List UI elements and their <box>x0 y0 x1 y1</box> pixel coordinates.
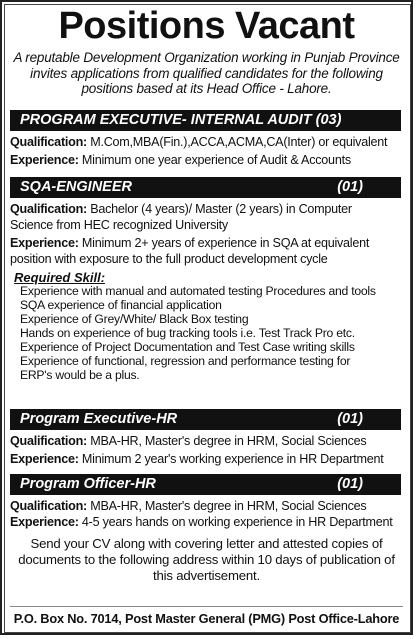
qualification-label: Qualification: <box>10 202 87 216</box>
skill-item: SQA experience of financial application <box>20 298 222 312</box>
qualification-label: Qualification: <box>10 499 87 513</box>
postal-address: P.O. Box No. 7014, Post Master General (PMG) Post Office-Lahore <box>10 606 403 626</box>
qualification-line <box>10 434 410 449</box>
qualification-line <box>10 499 410 514</box>
qualification-text: MBA-HR, Master's degree in HRM, Social Sciences <box>86 499 367 513</box>
ad-intro: A reputable Development Organization working in Punjab Province invites applications from qualified candidates for the following positions based at its Head Office - Lahore. <box>13 50 400 96</box>
position-count: (01) <box>337 476 363 492</box>
position-header-sqa-engineer <box>10 177 401 198</box>
qualification-text: M.Com,MBA(Fin.),ACCA,ACMA,CA(Inter) or equivalent <box>86 135 388 149</box>
skill-item: ERP's would be a plus. <box>20 368 140 382</box>
skill-item: Experience with manual and automated testing Procedures and tools <box>20 284 376 298</box>
qualification-line <box>10 202 410 217</box>
qualification-label: Qualification: <box>10 135 87 149</box>
position-title: PROGRAM EXECUTIVE- INTERNAL AUDIT (03) <box>20 112 342 128</box>
experience-text: Minimum one year experience of Audit & Accounts <box>78 153 351 167</box>
experience-label: Experience: <box>10 153 79 167</box>
application-instructions: Send your CV along with covering letter and attested copies of documents to the following address within 10 days of publication of this advertisement. <box>18 536 395 583</box>
position-title: Program Officer-HR <box>20 476 156 492</box>
experience-line <box>10 452 410 467</box>
ad-title: Positions Vacant <box>58 5 355 47</box>
experience-label: Experience: <box>10 236 79 250</box>
qualification-text: Bachelor (4 years)/ Master (2 years) in Computer <box>86 202 352 216</box>
experience-text: Minimum 2 year's working experience in HR Department <box>78 452 384 466</box>
position-title: Program Executive-HR <box>20 411 178 427</box>
experience-line <box>10 153 410 168</box>
position-header-program-executive-hr <box>10 409 401 430</box>
position-count: (01) <box>337 411 363 427</box>
position-header-program-officer-hr <box>10 474 401 495</box>
experience-text: 4-5 years hands on working experience in HR Department <box>78 515 393 529</box>
position-count: (01) <box>337 179 363 195</box>
experience-label: Experience: <box>10 515 79 529</box>
experience-line <box>10 515 410 530</box>
position-title: SQA-ENGINEER <box>20 179 132 195</box>
qualification-label: Qualification: <box>10 434 87 448</box>
skill-item: Hands on experience of bug tracking tools i.e. Test Track Pro etc. <box>20 326 355 340</box>
required-skill-heading: Required Skill: <box>14 270 106 285</box>
experience-line <box>10 236 410 251</box>
position-header-internal-audit <box>10 110 401 131</box>
skill-item: Experience of functional, regression and performance testing for <box>20 354 351 368</box>
experience-text: Minimum 2+ years of experience in SQA at equivalent <box>78 236 370 250</box>
qualification-line <box>10 135 410 150</box>
experience-label: Experience: <box>10 452 79 466</box>
skill-item: Experience of Project Documentation and Test Case writing skills <box>20 340 355 354</box>
experience-line-2: position with exposure to the full product development cycle <box>10 252 328 266</box>
skill-item: Experience of Grey/White/ Black Box testing <box>20 312 249 326</box>
qualification-text: MBA-HR, Master's degree in HRM, Social Sciences <box>86 434 367 448</box>
qualification-line-2: Science from HEC recognized University <box>10 218 228 232</box>
